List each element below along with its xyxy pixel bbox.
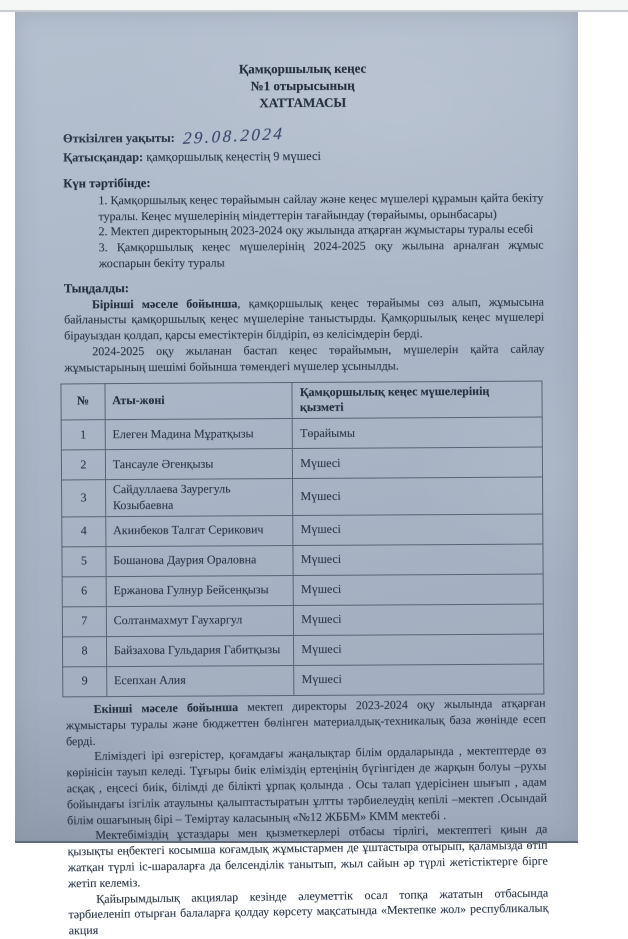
table-cell: Солтанмахмут Гаухаргул [106, 605, 294, 636]
members-table-body [61, 417, 544, 697]
table-cell: Мүшесі [293, 544, 543, 576]
attendees-label: Қатысқандар: [63, 149, 144, 165]
meta-block [63, 124, 543, 167]
agenda-item-3: 3. Қамқоршылық кеңес мүшелерінің 2024-2025 оқу жылына арналған жұмыс жоспарын бекіту туралы [98, 237, 544, 271]
agenda-heading: Күн тәртібінде: [63, 175, 151, 191]
document-title [62, 58, 542, 112]
table-cell: Мүшесі [294, 634, 544, 666]
table-cell: 8 [62, 636, 106, 666]
table-cell: Мүшесі [293, 514, 543, 546]
table-cell: Мүшесі [293, 574, 543, 606]
paragraph-after-2: Еліміздегі ірі өзгерістер, қоғамдағы жаңалықтар білім ордаларында , мектептерде өз көрінісін тауып келеді. Тұғыры биік еліміздің ертеңінің бүгінгіден де жарқын болуы –рухы асқақ , еңсесі биік, білімді де білікті ұрпақ қолында . Осы талап үдерісінен шығып , адам бойындағы ізгілік атаулыны қалыптастыратын ұлтты тәрбиелеудің кепілі –мектеп .Осындай білім ошағының бірі – Теміртау каласының «№12 ЖББМ» КММ мектебі . [66, 742, 547, 827]
table-cell: Төрайымы [292, 417, 542, 449]
table-row [63, 664, 544, 697]
paragraphs-after-table [65, 695, 548, 939]
held-date-line [63, 124, 543, 148]
title-line-3: ХАТТАМАСЫ [259, 94, 347, 111]
table-row [62, 574, 543, 607]
protocol-document [12, 10, 581, 937]
members-table [60, 380, 544, 697]
table-cell: 1 [61, 420, 105, 450]
table-row [62, 477, 543, 517]
agenda-item-1: 1. Қамқоршылық кеңес төрайымын сайлау және кеңес мүшелері құрамын қайта бекіту туралы. Кеңес мүшелерінің міндеттерін тағайындау (төрайымы, орынбасары) [98, 190, 544, 223]
attendees-value: қамқоршылық кеңестің 9 мүшесі [146, 148, 321, 164]
paragraph-after-4: Қайырымдылық акциялар кезінде әлеуметтік осал топқа жататын отбасында тәрбиеленіп отырған балаларға қолдау көрсету мақсатында «Мектепке жол» республикалық акция [68, 884, 549, 938]
table-header-2: Аты-жөні [105, 382, 293, 420]
table-cell: 7 [62, 606, 106, 636]
paragraph-after-1: Екінші мәселе бойынша мектеп директоры 2023-2024 оқу жылында атқарған жұмыстары туралы және бюджеттен бөлінген материалдық-техникалық база жөнінде есеп берді. [65, 695, 546, 748]
paragraph-before-2: 2024-2025 оқу жыланан бастап кеңес төрайымын, мүшелерін қайта сайлау жұмыстарының шешімі бойынша төмендегі мүшелер ұсынылды. [64, 341, 545, 375]
table-cell: Мүшесі [294, 664, 544, 696]
attendees-line [63, 145, 543, 167]
paragraph-before-1: Бірінші мәселе бойынша, қамқоршылық кеңес төрайымы сөз алып, жұмысына байланысты қамқоршылық кеңес мүшелеріне таныстырды. Қамқоршылық кеңес мүшелері бірауыздан қолдап, қарсы еместіктерін білдіріп, өз келісімдерін берді. [64, 294, 545, 343]
table-cell: 4 [62, 516, 106, 546]
table-cell: Сайдуллаева Заурегуль Козыбаевна [105, 479, 293, 517]
table-row [61, 447, 542, 480]
table-cell: Байзахова Гульдария Габитқызы [106, 635, 294, 666]
members-table-head [61, 381, 542, 421]
table-cell: Елеген Мадина Мұратқызы [105, 419, 293, 450]
table-cell: Тансауле Әгенқызы [105, 449, 293, 480]
held-date-label: Өткізілген уақыты: [62, 130, 175, 146]
table-header-1: № [61, 383, 105, 420]
paragraph-lead: Бірінші мәселе бойынша [91, 295, 238, 311]
document-photo [15, 12, 578, 938]
table-row [62, 514, 543, 547]
table-header-3: Қамқоршылық кеңес мүшелерінің қызметі [292, 381, 542, 419]
agenda-item-2: 2. Мектеп директорының 2023-2024 оқу жылында атқарған жұмыстары туралы есебі [98, 221, 534, 239]
table-row [61, 417, 542, 450]
table-cell: Мүшесі [294, 604, 544, 636]
table-cell: 2 [61, 450, 105, 480]
table-cell: Ержанова Гулнур Бейсенқызы [106, 575, 294, 606]
agenda-list [98, 190, 543, 272]
paragraph-after-3: Мектебіміздің ұстаздары мен қызметкерлері отбасы тірлігі, мектептегі қиын да қызықты еңбектегі косымша коғамдық жұмыстармен де ұштастыра отырып, қаламызда өтіп жатқан түрлі іс-шараларға да белсенділік танытып, жыл сайын әр түрлі жетістіктерге бірге жетіп келеміз. [67, 821, 548, 890]
table-cell: Бошанова Даурия Ораловна [106, 545, 294, 576]
paragraphs-before-table [64, 294, 544, 376]
heard-heading: Тыңдалды: [63, 280, 130, 296]
members-table-header-row [61, 381, 542, 421]
table-cell: 6 [62, 576, 106, 606]
title-line-2: №1 отырысының [250, 77, 355, 94]
table-cell: 3 [62, 480, 106, 517]
title-line-1: Қамқоршылық кеңес [238, 60, 367, 77]
held-date-handwritten: 29.08.2024 [182, 123, 285, 148]
table-cell: Мүшесі [293, 447, 543, 479]
table-cell: 5 [62, 546, 106, 576]
table-cell: Есепхан Алия [106, 665, 294, 696]
paragraph-lead: Екінші мәселе бойынша [93, 699, 239, 716]
table-row [62, 544, 543, 577]
table-row [62, 634, 543, 667]
table-cell: 9 [63, 666, 107, 696]
table-row [62, 604, 543, 637]
table-cell: Акинбеков Талгат Серикович [105, 515, 293, 546]
table-cell: Мүшесі [293, 477, 543, 515]
